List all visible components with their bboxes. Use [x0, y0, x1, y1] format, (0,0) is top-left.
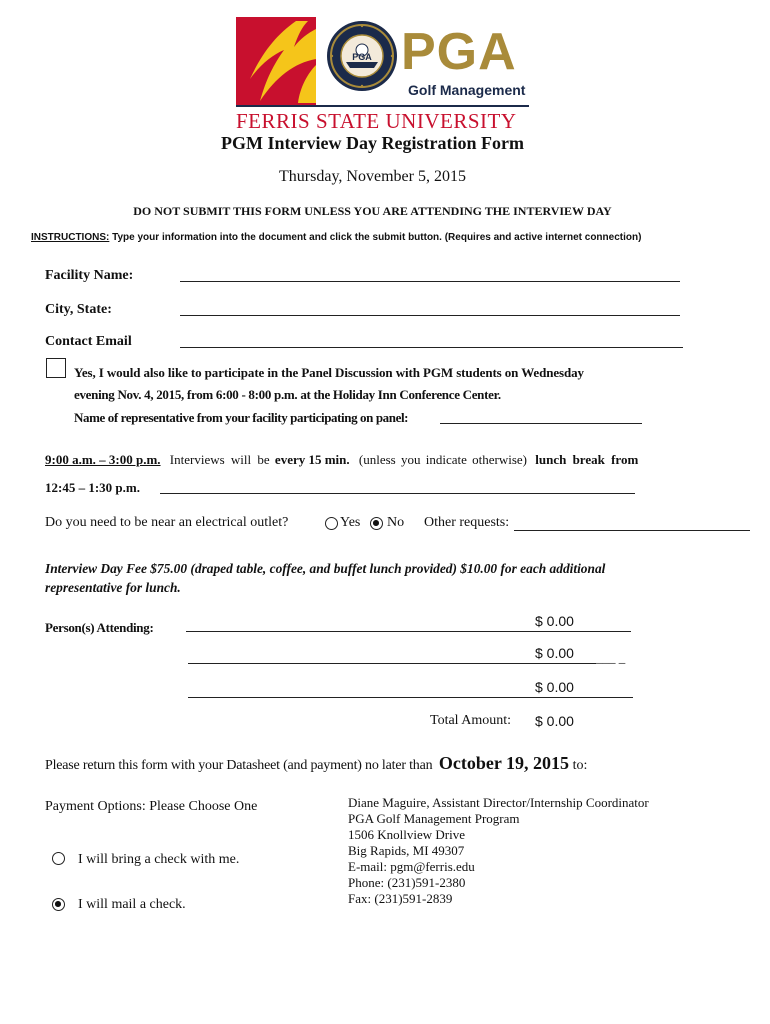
- golf-management-label: Golf Management: [408, 82, 526, 98]
- panel-checkbox[interactable]: [46, 358, 66, 378]
- facility-name-underline: [180, 281, 680, 282]
- facility-name-input[interactable]: [180, 264, 680, 282]
- return-deadline: October 19, 2015: [438, 753, 570, 773]
- pga-wordmark: PGA: [401, 23, 517, 81]
- persons-row-1-underline[interactable]: [186, 631, 631, 632]
- schedule-every: every 15 min.: [274, 452, 350, 467]
- payment-option2-radio[interactable]: [52, 898, 65, 911]
- city-state-label: City, State:: [45, 302, 112, 317]
- ferris-flame-logo: [236, 17, 324, 107]
- event-date: Thursday, November 5, 2015: [279, 168, 466, 185]
- total-amount-value: $ 0.00: [535, 713, 574, 729]
- persons-label: Person(s) Attending:: [45, 620, 154, 635]
- persons-row-2-suffix: ___ _: [596, 650, 626, 665]
- fee-line2: representative for lunch.: [45, 580, 181, 595]
- instructions-body: Type your information into the document and click the submit button. (Requires and active internet connection): [109, 232, 642, 243]
- other-requests-label: Other requests:: [424, 515, 510, 530]
- payment-option1-label: I will bring a check with me.: [78, 852, 240, 867]
- persons-row-3-underline[interactable]: [188, 697, 633, 698]
- panel-text-line2: evening Nov. 4, 2015, from 6:00 - 8:00 p.m. at the Holiday Inn Conference Center.: [74, 387, 501, 402]
- instructions-text: [31, 231, 731, 245]
- persons-amount-2: $ 0.00: [535, 645, 574, 661]
- persons-row-2-underline[interactable]: [188, 663, 596, 664]
- contact-email-input[interactable]: [180, 330, 683, 348]
- facility-name-label: Facility Name:: [45, 268, 134, 283]
- payment-option1-radio[interactable]: [52, 852, 65, 865]
- schedule-time: 9:00 a.m. – 3:00 p.m.: [45, 452, 161, 467]
- contact-name: Diane Maguire, Assistant Director/Internship Coordinator: [348, 795, 649, 810]
- payment-title: Payment Options: Please Choose One: [45, 799, 258, 814]
- panel-rep-input[interactable]: [440, 406, 642, 424]
- schedule-mid1: Interviews will be: [169, 452, 270, 467]
- electrical-yes-label: Yes: [340, 515, 361, 530]
- persons-amount-1: $ 0.00: [535, 613, 574, 629]
- electrical-question: Do you need to be near an electrical outlet?: [45, 515, 289, 530]
- contact-email-underline: [180, 347, 683, 348]
- payment-option2-label: I will mail a check.: [78, 897, 186, 912]
- contact-email-label: Contact Email: [45, 334, 132, 349]
- electrical-no-radio[interactable]: [370, 517, 383, 530]
- warning-text: DO NOT SUBMIT THIS FORM UNLESS YOU ARE ATTENDING THE INTERVIEW DAY: [133, 204, 612, 218]
- return-suffix: to:: [572, 758, 588, 773]
- return-prefix: Please return this form with your Datasheet (and payment) no later than: [45, 758, 433, 773]
- instructions-label: INSTRUCTIONS:: [31, 232, 110, 243]
- contact-city: Big Rapids, MI 49307: [348, 843, 465, 858]
- seal-center-text: PGA: [352, 52, 372, 62]
- city-state-underline: [180, 315, 680, 316]
- contact-phone: Phone: (231)591-2380: [348, 875, 466, 890]
- contact-fax: Fax: (231)591-2839: [348, 891, 453, 906]
- logo-divider: [236, 105, 529, 107]
- schedule-underline: [160, 493, 635, 494]
- electrical-yes-radio[interactable]: [325, 517, 338, 530]
- contact-street: 1506 Knollview Drive: [348, 827, 465, 842]
- panel-rep-underline: [440, 423, 642, 424]
- schedule-line2: 12:45 – 1:30 p.m.: [45, 480, 140, 495]
- schedule-line1: [45, 451, 638, 469]
- total-amount-label: Total Amount:: [430, 713, 512, 728]
- ferris-wordmark: FERRIS STATE UNIVERSITY: [236, 109, 517, 133]
- contact-program: PGA Golf Management Program: [348, 811, 520, 826]
- panel-text-line1: Yes, I would also like to participate in the Panel Discussion with PGM students on Wednesday: [74, 365, 584, 380]
- persons-amount-3: $ 0.00: [535, 679, 574, 695]
- electrical-no-label: No: [387, 515, 405, 530]
- contact-block: [348, 795, 649, 907]
- fee-line1: Interview Day Fee $75.00 (draped table, coffee, and buffet lunch provided) $10.00 for each additional: [45, 561, 606, 576]
- form-title: PGM Interview Day Registration Form: [221, 133, 524, 153]
- return-line: [45, 752, 587, 777]
- other-requests-input[interactable]: [514, 513, 750, 531]
- pga-seal-logo: [326, 20, 398, 92]
- schedule-mid2: (unless you indicate otherwise): [358, 452, 527, 467]
- schedule-lunch: lunch break from: [535, 452, 639, 467]
- contact-email[interactable]: E-mail: pgm@ferris.edu: [348, 859, 475, 874]
- panel-rep-label: Name of representative from your facility participating on panel:: [74, 410, 409, 425]
- other-requests-underline: [514, 530, 750, 531]
- city-state-input[interactable]: [180, 298, 680, 316]
